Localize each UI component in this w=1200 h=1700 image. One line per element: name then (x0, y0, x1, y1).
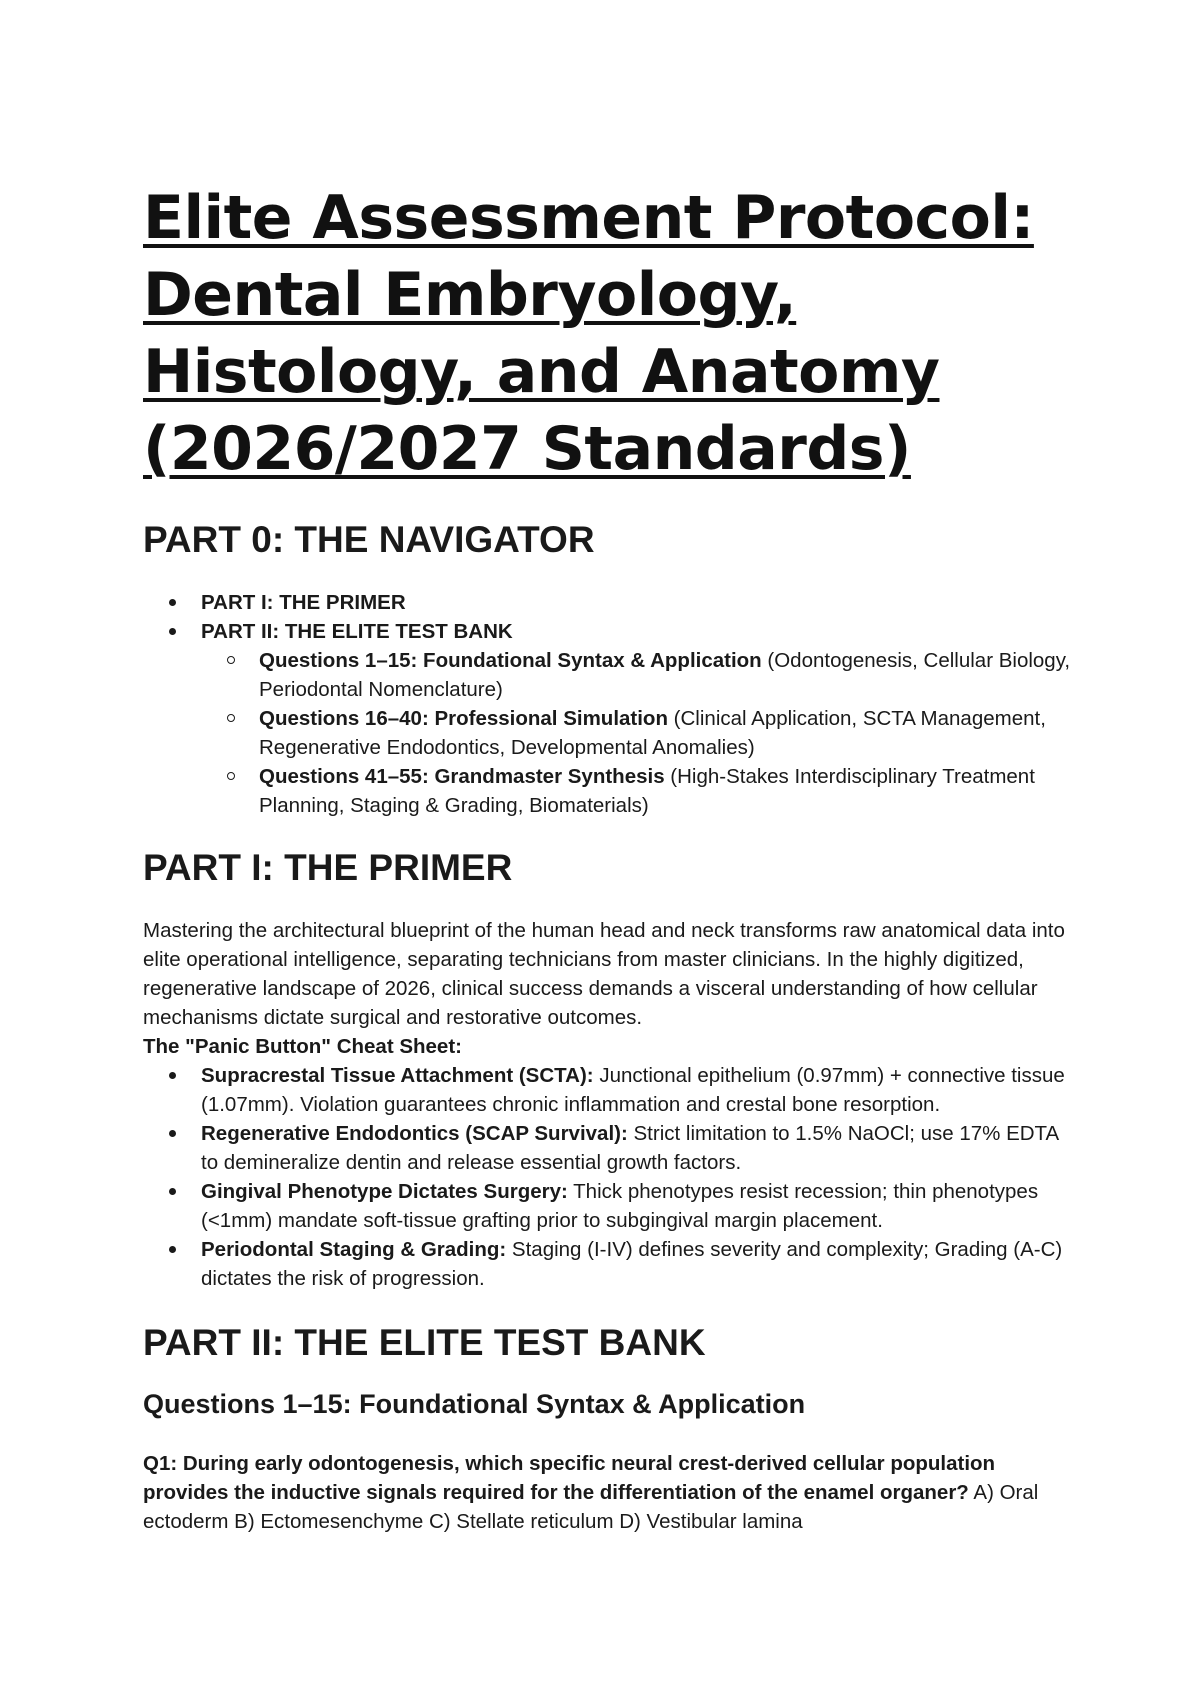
navigator-subitem-grandmaster (201, 762, 1073, 820)
subitem-bold: Questions 1–15: Foundational Syntax & Application (259, 649, 762, 672)
cheat-item-staging (143, 1235, 1073, 1293)
question-section-heading: Questions 1–15: Foundational Syntax & Application (143, 1389, 806, 1419)
cheat-item-scta (143, 1061, 1073, 1119)
cheat-sheet-title: The "Panic Button" Cheat Sheet: (143, 1035, 462, 1058)
cheat-item-text: Staging (I-IV) defines severity and complexity; Grading (A-C) dictates the risk of progression. (201, 1238, 1063, 1290)
question-q1 (143, 1449, 1073, 1536)
document-title (143, 180, 1073, 488)
subitem-text: (Clinical Application, SCTA Management, Regenerative Endodontics, Developmental Anomalies) (259, 707, 1046, 759)
title-line-2: Dental Embryology, (143, 260, 797, 330)
subitem-bold: Questions 41–55: Grandmaster Synthesis (259, 765, 665, 788)
subitem-text: (High-Stakes Interdisciplinary Treatment Planning, Staging & Grading, Biomaterials) (259, 765, 1035, 817)
cheat-item-text: Strict limitation to 1.5% NaOCl; use 17% EDTA to demineralize dentin and release essential growth factors. (201, 1122, 1059, 1174)
navigator-list (143, 588, 1073, 820)
title-line-3: Histology, and Anatomy (143, 337, 940, 407)
subitem-text: (Odontogenesis, Cellular Biology, Periodontal Nomenclature) (259, 649, 1071, 701)
question-options: A) Oral ectoderm B) Ectomesenchyme C) Stellate reticulum D) Vestibular lamina (143, 1481, 1039, 1533)
navigator-subitem-professional (201, 704, 1073, 762)
title-line-1: Elite Assessment Protocol: (143, 183, 1034, 253)
cheat-item-bold: Periodontal Staging & Grading: (201, 1238, 507, 1261)
navigator-item-label: PART II: THE ELITE TEST BANK (201, 620, 513, 643)
cheat-item-phenotype (143, 1177, 1073, 1235)
subitem-bold: Questions 16–40: Professional Simulation (259, 707, 668, 730)
document-page (143, 180, 1073, 1536)
navigator-item-primer (143, 588, 1073, 617)
cheat-item-bold: Supracrestal Tissue Attachment (SCTA): (201, 1064, 594, 1087)
cheat-item-bold: Gingival Phenotype Dictates Surgery: (201, 1180, 568, 1203)
navigator-item-test-bank (143, 617, 1073, 820)
cheat-item-text: Junctional epithelium (0.97mm) + connective tissue (1.07mm). Violation guarantees chronic inflammation and crestal bone resorption. (201, 1064, 1065, 1116)
navigator-sublist (201, 646, 1073, 820)
cheat-item-regenerative (143, 1119, 1073, 1177)
cheat-item-bold: Regenerative Endodontics (SCAP Survival): (201, 1122, 628, 1145)
primer-paragraph: Mastering the architectural blueprint of the human head and neck transforms raw anatomical data into elite operational intelligence, separating technicians from master clinicians. In the highly digitized, regenerative landscape of 2026, clinical success demands a visceral understanding of how cellular mechanisms dictate surgical and restorative outcomes. (143, 919, 1065, 1029)
navigator-subitem-foundational (201, 646, 1073, 704)
navigator-heading: PART 0: THE NAVIGATOR (143, 519, 595, 560)
navigator-item-label: PART I: THE PRIMER (201, 591, 406, 614)
test-bank-heading: PART II: THE ELITE TEST BANK (143, 1322, 706, 1363)
question-stem: Q1: During early odontogenesis, which specific neural crest-derived cellular population provides the inductive signals required for the differentiation of the enamel organer? (143, 1452, 996, 1504)
primer-heading: PART I: THE PRIMER (143, 847, 513, 888)
title-line-4: (2026/2027 Standards) (143, 414, 911, 484)
cheat-item-text: Thick phenotypes resist recession; thin phenotypes (<1mm) mandate soft-tissue grafting prior to subgingival margin placement. (201, 1180, 1039, 1232)
cheat-sheet-list (143, 1061, 1073, 1293)
